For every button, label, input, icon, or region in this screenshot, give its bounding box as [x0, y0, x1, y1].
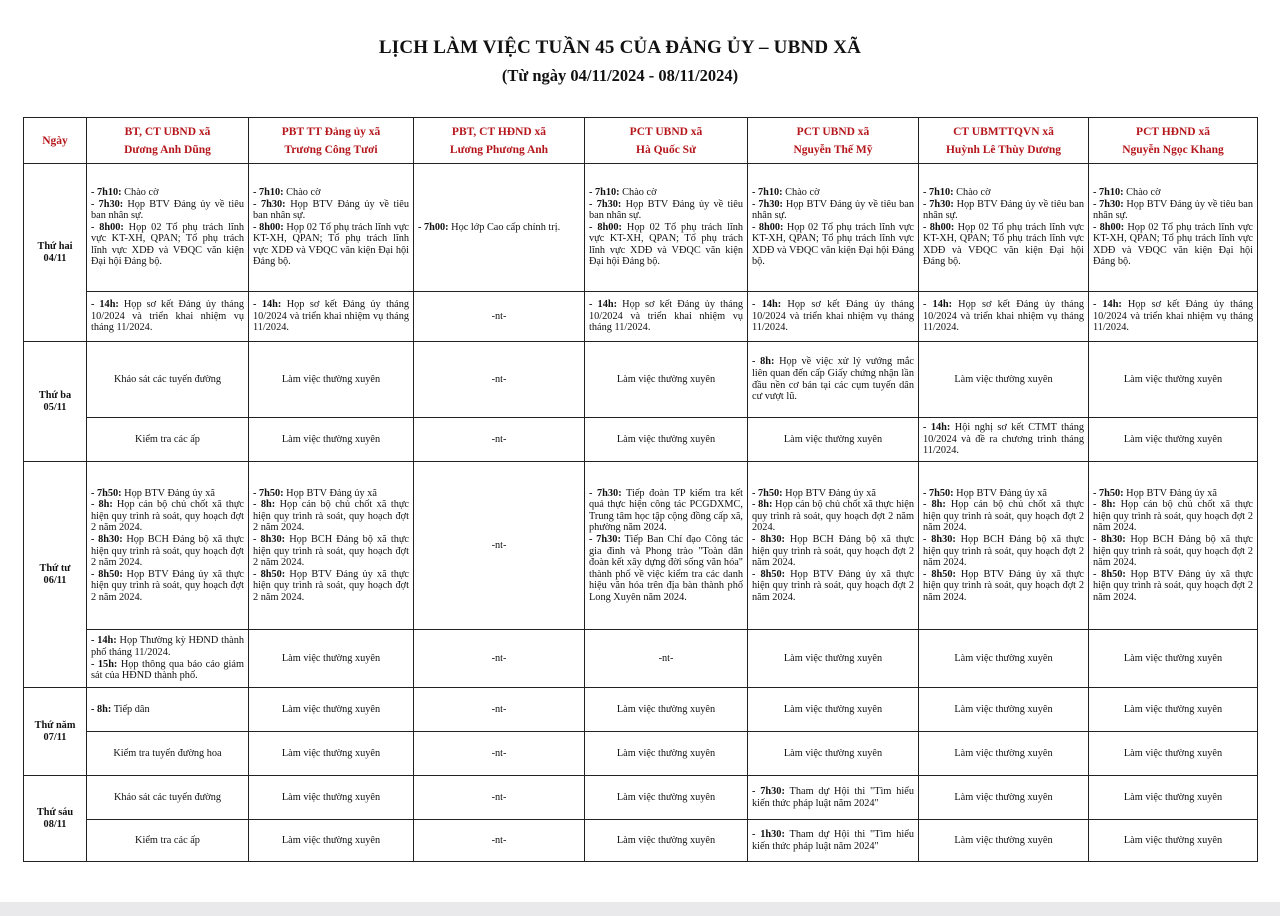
entry-text: Họp BCH Đảng bộ xã thực hiện quy trình rà soát, quy hoạch đợt 2 năm 2024. — [752, 533, 914, 569]
column-person: Hà Quốc Sử — [636, 143, 696, 156]
entry-time: - 14h: — [923, 299, 953, 311]
entry-text: Họp BTV Đảng ủy xã — [782, 487, 876, 499]
schedule-entry — [752, 499, 914, 534]
schedule-entry — [589, 199, 743, 222]
entry-time: - 7h50: — [1093, 487, 1124, 499]
bottom-strip — [0, 902, 1280, 916]
schedule-cell: Làm việc thường xuyên — [919, 688, 1089, 732]
entry-time: - 8h: — [253, 499, 276, 511]
entry-time: - 7h30: — [589, 198, 622, 210]
schedule-entry — [752, 488, 914, 500]
day-date: 08/11 — [43, 818, 67, 830]
schedule-cell — [87, 688, 249, 732]
entry-time: - 14h: — [253, 299, 282, 311]
entry-text: Họp BTV Đảng ủy xã thực hiện quy trình rà soát, quy hoạch đợt 2 năm 2024. — [923, 568, 1084, 603]
entry-time: - 7h30: — [752, 785, 785, 797]
schedule-cell — [249, 292, 414, 342]
entry-text: Họp BTV Đảng ủy về tiêu ban nhân sự. — [589, 198, 743, 222]
schedule-cell: Làm việc thường xuyên — [919, 732, 1089, 776]
entry-text: Họp BCH Đảng bộ xã thực hiện quy trình rà soát, quy hoạch đợt 2 năm 2024. — [253, 533, 409, 569]
schedule-entry — [91, 704, 244, 716]
column-person: Nguyễn Thế Mỹ — [793, 143, 873, 156]
schedule-cell: -nt- — [414, 732, 585, 776]
schedule-cell: -nt- — [414, 688, 585, 732]
entry-text: Tham dự Hội thi "Tìm hiểu kiến thức pháp luật năm 2024" — [752, 828, 914, 852]
entry-time: - 7h00: — [418, 221, 449, 233]
day-date: 07/11 — [43, 731, 67, 743]
entry-text: Chào cờ — [1123, 186, 1161, 198]
schedule-entry — [91, 187, 244, 199]
schedule-entry — [1093, 499, 1253, 534]
entry-text: Họp thông qua báo cáo giám sát của HĐND thành phố. — [91, 658, 244, 682]
table-row — [24, 820, 1258, 862]
entry-text: Họp BTV Đảng ủy về tiêu ban nhân sự. — [923, 198, 1084, 222]
entry-text: Họp 02 Tổ phụ trách lĩnh vực KT-XH, QPAN; Tổ phụ trách lĩnh vực XDĐ và VĐQC văn kiện Đại hội Đảng bộ. — [253, 221, 409, 268]
schedule-entry — [253, 299, 409, 334]
schedule-cell: Làm việc thường xuyên — [748, 732, 919, 776]
schedule-entry — [589, 488, 743, 534]
page-subtitle: (Từ ngày 04/11/2024 - 08/11/2024) — [501, 66, 739, 85]
entry-time: - 8h30: — [253, 533, 286, 545]
schedule-entry — [589, 187, 743, 199]
entry-time: - 7h10: — [752, 186, 783, 198]
schedule-cell: Làm việc thường xuyên — [249, 820, 414, 862]
entry-text: Họp BCH Đảng bộ xã thực hiện quy trình rà soát, quy hoạch đợt 2 năm 2024. — [91, 533, 244, 569]
entry-text: Họp BTV Đảng ủy về tiêu ban nhân sự. — [1093, 198, 1253, 222]
entry-time: - 8h: — [91, 499, 113, 511]
entry-time: - 8h00: — [253, 221, 284, 233]
entry-text: Tiếp đoàn TP kiểm tra kết quả thực hiện công tác PCGDXMC, Trung tâm học tập cộng đồng cấp xã, phường năm 2024. — [589, 487, 743, 534]
entry-text: Họp 02 Tổ phụ trách lĩnh vực KT-XH, QPAN; Tổ phụ trách lĩnh vực XDĐ và VĐQC văn kiện Đại hội Đảng bộ. — [923, 221, 1084, 268]
entry-text: Họp sơ kết Đảng ủy tháng 10/2024 và triển khai nhiệm vụ tháng 11/2024. — [91, 299, 244, 334]
schedule-entry — [1093, 199, 1253, 222]
entry-text: Tiếp Ban Chỉ đạo Công tác gia đình và Phong trào "Toàn dân đoàn kết xây dựng đời sống văn hóa" thành phố về việc kiểm tra các danh hiệu văn hóa trên địa bàn thành phố Long Xuyên năm 2024. — [589, 533, 743, 603]
entry-time: - 7h30: — [923, 198, 954, 210]
entry-time: - 14h: — [91, 635, 117, 647]
schedule-entry — [253, 199, 409, 222]
day-name: Thứ sáu — [36, 806, 74, 818]
entry-time: - 14h: — [91, 299, 119, 311]
entry-text: Họp cán bộ chủ chốt xã thực hiện quy trình rà soát, quy hoạch đợt 2 năm 2024. — [253, 499, 409, 534]
schedule-entry — [923, 422, 1084, 457]
day-date: 06/11 — [43, 574, 67, 586]
entry-time: - 8h: — [91, 703, 112, 715]
schedule-cell — [414, 164, 585, 292]
schedule-entry — [91, 635, 244, 658]
schedule-cell: Làm việc thường xuyên — [249, 688, 414, 732]
schedule-entry — [253, 534, 409, 569]
entry-text: Họp cán bộ chủ chốt xã thực hiện quy trình rà soát, quy hoạch đợt 2 năm 2024. — [91, 499, 244, 534]
column-role: BT, CT UBND xã — [124, 125, 211, 138]
schedule-entry — [589, 534, 743, 604]
entry-text: Họp 02 Tổ phụ trách lĩnh vực KT-XH, QPAN; Tổ phụ trách lĩnh vực XDĐ và VĐQC văn kiện Đại hội Đảng bộ. — [752, 221, 914, 268]
schedule-cell: -nt- — [414, 418, 585, 462]
entry-time: - 15h: — [91, 658, 118, 670]
entry-time: - 8h00: — [589, 221, 622, 233]
schedule-entry — [752, 199, 914, 222]
schedule-entry — [91, 534, 244, 569]
schedule-entry — [752, 222, 914, 268]
schedule-cell: Làm việc thường xuyên — [585, 418, 748, 462]
entry-time: - 7h30: — [91, 198, 124, 210]
schedule-cell — [585, 462, 748, 630]
entry-text: Họp BTV Đảng ủy xã thực hiện quy trình rà soát, quy hoạch đợt 2 năm 2024. — [1093, 568, 1253, 603]
column-person: Nguyễn Ngọc Khang — [1122, 143, 1224, 156]
entry-time: - 8h: — [923, 499, 946, 511]
entry-text: Họp BTV Đảng ủy về tiêu ban nhân sự. — [752, 198, 914, 222]
schedule-cell — [1089, 164, 1258, 292]
schedule-entry — [1093, 222, 1253, 268]
table-row — [24, 418, 1258, 462]
entry-text: Họp BTV Đảng ủy xã — [953, 487, 1047, 499]
entry-time: - 8h30: — [923, 533, 956, 545]
schedule-cell: Làm việc thường xuyên — [919, 342, 1089, 418]
entry-text: Họp BTV Đảng ủy xã thực hiện quy trình rà soát, quy hoạch đợt 2 năm 2024. — [253, 568, 409, 603]
table-row — [24, 630, 1258, 688]
entry-text: Chào cờ — [619, 186, 657, 198]
entry-text: Họp cán bộ chủ chốt xã thực hiện quy trình rà soát, quy hoạch đợt 2 năm 2024. — [752, 499, 914, 534]
schedule-cell — [919, 418, 1089, 462]
column-role: PBT, CT HĐND xã — [451, 125, 547, 138]
entry-text: Họp cán bộ chủ chốt xã thực hiện quy trình rà soát, quy hoạch đợt 2 năm 2024. — [923, 499, 1084, 534]
schedule-entry — [253, 187, 409, 199]
schedule-cell: Làm việc thường xuyên — [585, 688, 748, 732]
schedule-cell — [919, 462, 1089, 630]
entry-text: Tiếp dân — [111, 703, 150, 715]
column-role: PCT UBND xã — [796, 125, 870, 138]
entry-text: Họp sơ kết Đảng ủy tháng 10/2024 và triển khai nhiệm vụ tháng 11/2024. — [1093, 299, 1253, 334]
schedule-cell — [249, 164, 414, 292]
entry-time: - 14h: — [589, 299, 618, 311]
column-role: PBT TT Đảng ủy xã — [281, 125, 381, 138]
schedule-entry — [91, 569, 244, 604]
entry-time: - 8h30: — [91, 533, 123, 545]
entry-text: Họp BCH Đảng bộ xã thực hiện quy trình rà soát, quy hoạch đợt 2 năm 2024. — [1093, 533, 1253, 569]
entry-text: Họp 02 Tổ phụ trách lĩnh vực KT-XH, QPAN; Tổ phụ trách lĩnh vực XDĐ và VĐQC văn kiện Đại hội Đảng bộ. — [589, 221, 743, 268]
table-row — [24, 292, 1258, 342]
schedule-cell: Làm việc thường xuyên — [919, 776, 1089, 820]
schedule-entry — [91, 299, 244, 334]
schedule-cell — [748, 342, 919, 418]
table-row — [24, 776, 1258, 820]
column-role: PCT UBND xã — [629, 125, 703, 138]
schedule-table — [23, 117, 1258, 862]
schedule-cell: Làm việc thường xuyên — [748, 630, 919, 688]
column-header-2 — [249, 118, 414, 164]
entry-time: - 8h50: — [91, 568, 123, 580]
schedule-entry — [1093, 488, 1253, 500]
entry-time: - 8h00: — [923, 221, 955, 233]
schedule-cell — [87, 164, 249, 292]
entry-text: Họp BCH Đảng bộ xã thực hiện quy trình rà soát, quy hoạch đợt 2 năm 2024. — [923, 533, 1084, 569]
entry-time: - 7h50: — [752, 487, 783, 499]
schedule-entry — [253, 499, 409, 534]
schedule-entry — [91, 222, 244, 268]
entry-time: - 14h: — [923, 422, 951, 434]
day-name: Thứ năm — [34, 719, 76, 731]
entry-time: - 8h: — [1093, 499, 1116, 511]
column-header-7 — [1089, 118, 1258, 164]
entry-text: Họp 02 Tổ phụ trách lĩnh vực KT-XH, QPAN; Tổ phụ trách lĩnh vực XDĐ và VĐQC văn kiện Đại hội Đảng bộ. — [91, 221, 244, 268]
schedule-cell: Làm việc thường xuyên — [585, 732, 748, 776]
column-person: Dương Anh Dũng — [124, 143, 211, 156]
entry-time: - 8h50: — [752, 568, 786, 580]
entry-time: - 7h30: — [589, 533, 621, 545]
entry-text: Họp sơ kết Đảng ủy tháng 10/2024 và triển khai nhiệm vụ tháng 11/2024. — [589, 299, 743, 334]
schedule-entry — [752, 356, 914, 402]
schedule-entry — [923, 187, 1084, 199]
schedule-cell — [1089, 292, 1258, 342]
entry-time: - 8h00: — [91, 221, 124, 233]
entry-time: - 8h30: — [1093, 533, 1126, 545]
schedule-cell — [748, 820, 919, 862]
entry-time: - 7h50: — [923, 487, 954, 499]
entry-time: - 8h50: — [1093, 568, 1126, 580]
entry-text: Họp 02 Tổ phụ trách lĩnh vực KT-XH, QPAN; Tổ phụ trách lĩnh vực XDĐ và VĐQC văn kiện Đại hội Đảng bộ. — [1093, 221, 1253, 268]
schedule-entry — [1093, 569, 1253, 604]
schedule-cell — [748, 776, 919, 820]
day-name: Thứ hai — [37, 240, 73, 252]
entry-time: - 7h30: — [589, 487, 622, 499]
schedule-cell: -nt- — [414, 292, 585, 342]
schedule-cell: Làm việc thường xuyên — [1089, 732, 1258, 776]
entry-time: - 8h00: — [1093, 221, 1125, 233]
schedule-cell: Làm việc thường xuyên — [585, 342, 748, 418]
entry-time: - 7h30: — [1093, 198, 1124, 210]
table-row — [24, 688, 1258, 732]
schedule-cell: -nt- — [414, 342, 585, 418]
schedule-cell — [87, 630, 249, 688]
schedule-cell: Làm việc thường xuyên — [1089, 630, 1258, 688]
schedule-cell: Làm việc thường xuyên — [1089, 688, 1258, 732]
entry-time: - 7h30: — [752, 198, 783, 210]
schedule-entry — [923, 534, 1084, 569]
schedule-cell: Làm việc thường xuyên — [249, 342, 414, 418]
schedule-cell: -nt- — [585, 630, 748, 688]
schedule-cell — [919, 292, 1089, 342]
schedule-cell: Kiểm tra tuyến đường hoa — [87, 732, 249, 776]
entry-text: Chào cờ — [283, 186, 321, 198]
entry-text: Họp Thường kỳ HĐND thành phố tháng 11/2024. — [91, 635, 244, 658]
schedule-cell: Làm việc thường xuyên — [585, 820, 748, 862]
schedule-entry — [91, 499, 244, 534]
schedule-entry — [418, 222, 580, 234]
table-row — [24, 342, 1258, 418]
schedule-entry — [923, 569, 1084, 604]
schedule-entry — [752, 187, 914, 199]
entry-text: Họp BTV Đảng ủy xã thực hiện quy trình rà soát, quy hoạch đợt 2 năm 2024. — [752, 568, 914, 603]
schedule-entry — [752, 299, 914, 334]
schedule-cell: Làm việc thường xuyên — [249, 630, 414, 688]
schedule-entry — [1093, 534, 1253, 569]
entry-time: - 7h30: — [253, 198, 286, 210]
schedule-entry — [91, 199, 244, 222]
entry-text: Họp BTV Đảng ủy xã thực hiện quy trình rà soát, quy hoạch đợt 2 năm 2024. — [91, 568, 244, 603]
day-name: Thứ tư — [39, 562, 71, 574]
column-header-3 — [414, 118, 585, 164]
entry-text: Họp BTV Đảng ủy xã — [283, 487, 377, 499]
schedule-cell: Làm việc thường xuyên — [1089, 820, 1258, 862]
schedule-cell: Kiểm tra các ấp — [87, 820, 249, 862]
schedule-cell — [1089, 462, 1258, 630]
schedule-cell: Làm việc thường xuyên — [1089, 342, 1258, 418]
table-row — [24, 462, 1258, 630]
column-header-1 — [87, 118, 249, 164]
schedule-cell — [585, 164, 748, 292]
entry-time: - 7h50: — [253, 487, 284, 499]
entry-text: Hội nghị sơ kết CTMT tháng 10/2024 và đề ra chương trình tháng 11/2024. — [923, 422, 1084, 457]
schedule-entry — [1093, 187, 1253, 199]
schedule-cell — [748, 292, 919, 342]
schedule-cell: Làm việc thường xuyên — [919, 630, 1089, 688]
column-person: Huỳnh Lê Thùy Dương — [945, 143, 1061, 156]
entry-time: - 7h10: — [589, 186, 620, 198]
schedule-cell: Làm việc thường xuyên — [748, 418, 919, 462]
schedule-cell: -nt- — [414, 820, 585, 862]
schedule-cell: Làm việc thường xuyên — [249, 732, 414, 776]
entry-text: Họp BTV Đảng ủy xã — [121, 487, 215, 499]
entry-text: Họp BTV Đảng ủy về tiêu ban nhân sự. — [91, 198, 244, 222]
entry-time: - 7h50: — [91, 487, 122, 499]
entry-time: - 14h: — [1093, 299, 1122, 311]
column-role: CT UBMTTQVN xã — [953, 125, 1054, 138]
schedule-cell — [87, 462, 249, 630]
entry-text: Họp sơ kết Đảng ủy tháng 10/2024 và triển khai nhiệm vụ tháng 11/2024. — [923, 299, 1084, 334]
column-header-4 — [585, 118, 748, 164]
schedule-entry — [253, 488, 409, 500]
entry-time: - 8h50: — [253, 568, 286, 580]
entry-text: Chào cờ — [782, 186, 820, 198]
schedule-entry — [752, 534, 914, 569]
entry-time: - 8h: — [752, 499, 773, 511]
schedule-entry — [253, 222, 409, 268]
schedule-cell: Khảo sát các tuyến đường — [87, 342, 249, 418]
schedule-entry — [589, 299, 743, 334]
entry-time: - 7h10: — [253, 186, 284, 198]
day-cell-thursday — [24, 688, 87, 776]
day-name: Thứ ba — [38, 389, 72, 401]
schedule-cell: Kiểm tra các ấp — [87, 418, 249, 462]
schedule-cell: Khảo sát các tuyến đường — [87, 776, 249, 820]
schedule-entry — [91, 659, 244, 682]
schedule-cell: -nt- — [414, 462, 585, 630]
day-column-header: Ngày — [24, 118, 87, 164]
schedule-cell: Làm việc thường xuyên — [748, 688, 919, 732]
entry-time: - 14h: — [752, 299, 782, 311]
entry-time: - 8h50: — [923, 568, 956, 580]
entry-time: - 8h: — [752, 356, 775, 368]
schedule-cell — [919, 164, 1089, 292]
column-header-5 — [748, 118, 919, 164]
day-cell-monday — [24, 164, 87, 342]
schedule-cell: -nt- — [414, 776, 585, 820]
entry-time: - 8h00: — [752, 221, 784, 233]
schedule-entry — [923, 299, 1084, 334]
table-row — [24, 732, 1258, 776]
schedule-cell: Làm việc thường xuyên — [585, 776, 748, 820]
schedule-cell — [585, 292, 748, 342]
entry-text: Họp sơ kết Đảng ủy tháng 10/2024 và triển khai nhiệm vụ tháng 11/2024. — [752, 299, 914, 334]
schedule-entry — [752, 569, 914, 604]
entry-text: Chào cờ — [953, 186, 991, 198]
day-cell-tuesday — [24, 342, 87, 462]
schedule-cell — [748, 164, 919, 292]
entry-time: - 7h10: — [923, 186, 954, 198]
day-cell-friday — [24, 776, 87, 862]
entry-text: Họp về việc xử lý vướng mắc liên quan đến cấp Giấy chứng nhận lần đầu nền cơ bản tại các cụm tuyến dân cư vượt lũ. — [752, 356, 915, 403]
schedule-entry — [253, 569, 409, 604]
entry-text: Tham dự Hội thi "Tìm hiểu kiến thức pháp luật năm 2024" — [752, 785, 914, 809]
schedule-cell: Làm việc thường xuyên — [919, 820, 1089, 862]
entry-text: Họp BTV Đảng ủy về tiêu ban nhân sự. — [253, 198, 409, 222]
column-person: Trương Công Tươi — [284, 143, 378, 156]
schedule-cell: Làm việc thường xuyên — [249, 418, 414, 462]
day-cell-wednesday — [24, 462, 87, 688]
schedule-entry — [923, 499, 1084, 534]
schedule-entry — [589, 222, 743, 268]
schedule-cell: Làm việc thường xuyên — [1089, 776, 1258, 820]
schedule-cell: -nt- — [414, 630, 585, 688]
entry-text: Họp BTV Đảng ủy xã — [1123, 487, 1217, 499]
column-role: PCT HĐND xã — [1136, 125, 1210, 138]
header-row — [24, 118, 1258, 164]
schedule-entry — [752, 786, 914, 809]
page-title: LỊCH LÀM VIỆC TUẦN 45 CỦA ĐẢNG ỦY – UBND XÃ — [378, 37, 862, 58]
day-date: 05/11 — [43, 401, 67, 413]
day-date: 04/11 — [43, 252, 67, 264]
entry-time: - 8h30: — [752, 533, 785, 545]
schedule-entry — [923, 488, 1084, 500]
schedule-cell — [249, 462, 414, 630]
entry-time: - 1h30: — [752, 828, 785, 840]
schedule-entry — [752, 829, 914, 852]
schedule-entry — [1093, 299, 1253, 334]
column-header-6 — [919, 118, 1089, 164]
schedule-cell: Làm việc thường xuyên — [1089, 418, 1258, 462]
entry-time: - 7h10: — [91, 186, 122, 198]
entry-text: Họp cán bộ chủ chốt xã thực hiện quy trình rà soát, quy hoạch đợt 2 năm 2024. — [1093, 499, 1253, 534]
entry-text: Chào cờ — [121, 186, 159, 198]
entry-text: Họp sơ kết Đảng ủy tháng 10/2024 và triển khai nhiệm vụ tháng 11/2024. — [253, 299, 409, 334]
entry-text: Học lớp Cao cấp chính trị. — [448, 221, 561, 233]
schedule-entry — [923, 222, 1084, 268]
schedule-entry — [91, 488, 244, 500]
schedule-cell — [87, 292, 249, 342]
table-row — [24, 164, 1258, 292]
schedule-entry — [923, 199, 1084, 222]
schedule-cell — [748, 462, 919, 630]
column-person: Lương Phương Anh — [449, 143, 549, 156]
entry-time: - 7h10: — [1093, 186, 1124, 198]
schedule-cell: Làm việc thường xuyên — [249, 776, 414, 820]
